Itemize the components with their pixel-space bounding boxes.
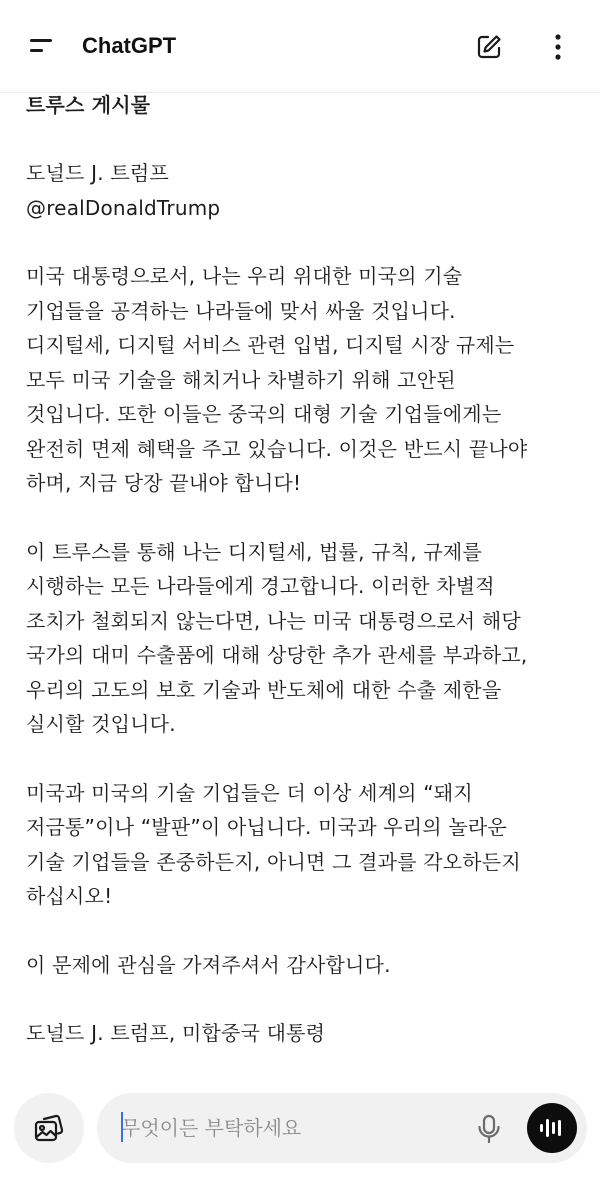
spacer [26, 501, 581, 535]
spacer [26, 225, 581, 259]
voice-mode-waveform-icon [538, 1116, 566, 1140]
post-heading: 트루스 게시물 [26, 93, 151, 117]
prompt-input-container[interactable] [97, 1093, 587, 1163]
image-attach-icon [32, 1111, 66, 1145]
spacer [26, 122, 581, 156]
signature: 도널드 J. 트럼프, 미합중국 대통령 [26, 1021, 326, 1045]
author-handle: @realDonaldTrump [26, 195, 221, 220]
new-chat-button[interactable] [468, 26, 510, 68]
text-cursor [121, 1112, 123, 1142]
spacer [26, 982, 581, 1016]
paragraph-2: 이 트루스를 통해 나는 디지털세, 법률, 규칙, 규제를 시행하는 모든 나라들에게 경고합니다. 이러한 차별적 조치가 철회되지 않는다면, 나는 미국 대통령으로서 해당 국가의 대미 수출품에 대해 상당한 추가 관세를 부과하고, 우리의 고도의 보호 기술과 반도체에 대한 수출 제한을 실시할 것입니다. [26, 539, 528, 736]
menu-button[interactable] [22, 26, 62, 66]
assistant-message [26, 88, 581, 1051]
message-composer [0, 1080, 600, 1179]
new-chat-edit-icon [474, 32, 504, 62]
spacer [26, 914, 581, 948]
prompt-input[interactable] [121, 1111, 441, 1145]
microphone-icon [476, 1113, 502, 1145]
voice-mode-button[interactable] [527, 1103, 577, 1153]
dictation-button[interactable] [469, 1109, 509, 1149]
more-options-button[interactable] [540, 26, 576, 68]
paragraph-3: 미국과 미국의 기술 기업들은 더 이상 세계의 “돼지 저금통”이나 “발판”이 아닙니다. 미국과 우리의 놀라운 기술 기업들을 존중하든지, 아니면 그 결과를 각오하든지 하십시오! [26, 780, 521, 908]
paragraph-1: 미국 대통령으로서, 나는 우리 위대한 미국의 기술 기업들을 공격하는 나라들에 맞서 싸울 것입니다. 디지털세, 디지털 서비스 관련 입법, 디지털 시장 규제는 모두 미국 기술을 해치거나 차별하기 위해 고안된 것입니다. 또한 이들은 중국의 대형 기술 기업들에게는 완전히 면제 혜택을 주고 있습니다. 이것은 반드시 끝나야 하며, 지금 당장 끝내야 합니다! [26, 264, 528, 495]
spacer [26, 742, 581, 776]
attach-image-button[interactable] [14, 1093, 84, 1163]
paragraph-4: 이 문제에 관심을 가져주셔서 감사합니다. [26, 952, 391, 977]
top-app-bar [0, 0, 600, 93]
more-vertical-icon [553, 32, 563, 62]
app-title: ChatGPT [82, 33, 177, 58]
author-name: 도널드 J. 트럼프 [26, 161, 169, 185]
menu-icon [27, 36, 57, 56]
